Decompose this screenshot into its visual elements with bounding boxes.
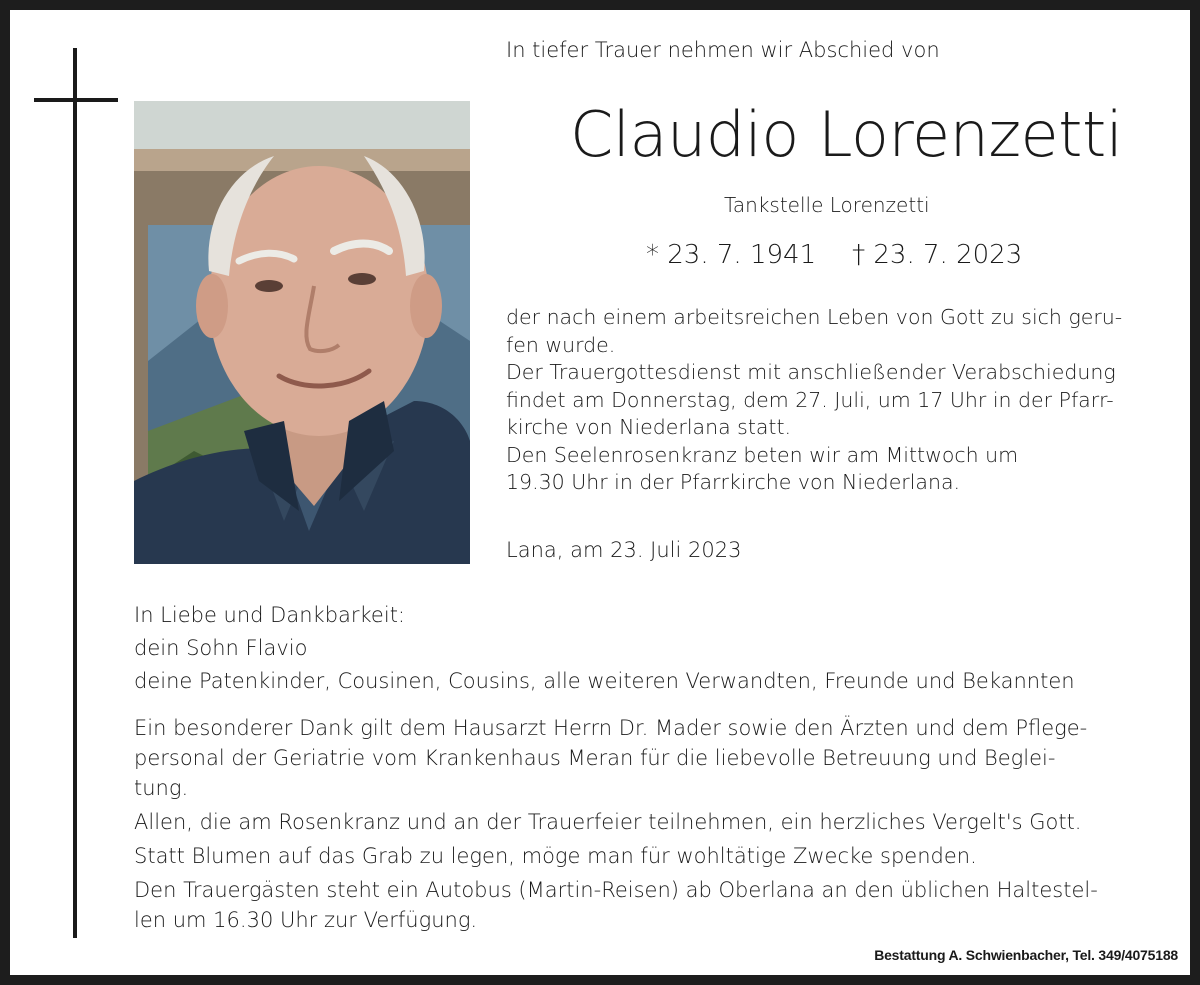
intro-line: In tiefer Trauer nehmen wir Abschied von [506,38,940,62]
portrait-photo [134,101,470,564]
thanks-line: tung. [134,776,189,800]
body-line: der nach einem arbeitsreichen Leben von Gott zu sich geru- [506,305,1123,329]
cross-horizontal-bar [34,98,118,102]
body-line: kirche von Niederlana statt. [506,415,792,439]
thanks-flowers: Statt Blumen auf das Grab zu legen, möge man für wohltätige Zwecke spenden. [134,844,977,868]
family-heading: In Liebe und Dankbarkeit: [134,603,406,627]
bus-line: Den Trauergästen steht ein Autobus (Martin-Reisen) ab Oberlana an den üblichen Haltestel- [134,878,1098,902]
thanks-line: Ein besonderer Dank gilt dem Hausarzt Herrn Dr. Mader sowie den Ärzten und dem Pflege- [134,716,1088,740]
birth-date: * 23. 7. 1941 [646,240,817,270]
place-date: Lana, am 23. Juli 2023 [506,538,742,562]
body-line: Der Trauergottesdienst mit anschließender Verabschiedung [506,360,1116,384]
body-line: findet am Donnerstag, dem 27. Juli, um 17 Uhr in der Pfarr- [506,387,1114,412]
cross-vertical-bar [73,48,77,938]
family-section [134,599,1174,698]
family-relatives: deine Patenkinder, Cousinen, Cousins, alle weiteren Verwandten, Freunde und Bekannten [134,669,1075,693]
body-line: fen wurde. [506,332,616,357]
thanks-doctors [134,713,1170,803]
body-line: Den Seelenrosenkranz beten wir am Mittwoch um [506,442,1019,467]
life-dates [646,240,1022,270]
body-line: 19.30 Uhr in der Pfarrkirche von Niederlana. [506,470,961,494]
body-paragraph-rosary [506,442,1186,497]
notice-body [506,304,1186,497]
death-date: † 23. 7. 2023 [852,240,1023,270]
body-paragraph-call [506,304,1186,359]
thanks-bus [134,875,1170,935]
bus-line: len um 16.30 Uhr zur Verfügung. [134,908,478,932]
family-son: dein Sohn Flavio [134,636,308,660]
undertaker-credit: Bestattung A. Schwienbacher, Tel. 349/4075188 [874,947,1178,963]
thanks-section [134,713,1170,939]
deceased-name: Claudio Lorenzetti [570,98,1123,171]
thanks-line: personal der Geriatrie vom Krankenhaus Meran für die liebevolle Betreuung und Beglei- [134,746,1056,770]
company-name: Tankstelle Lorenzetti [724,193,930,217]
thanks-rosary: Allen, die am Rosenkranz und an der Trauerfeier teilnehmen, ein herzliches Vergelt's Gott. [134,810,1082,834]
body-paragraph-service [506,359,1186,442]
